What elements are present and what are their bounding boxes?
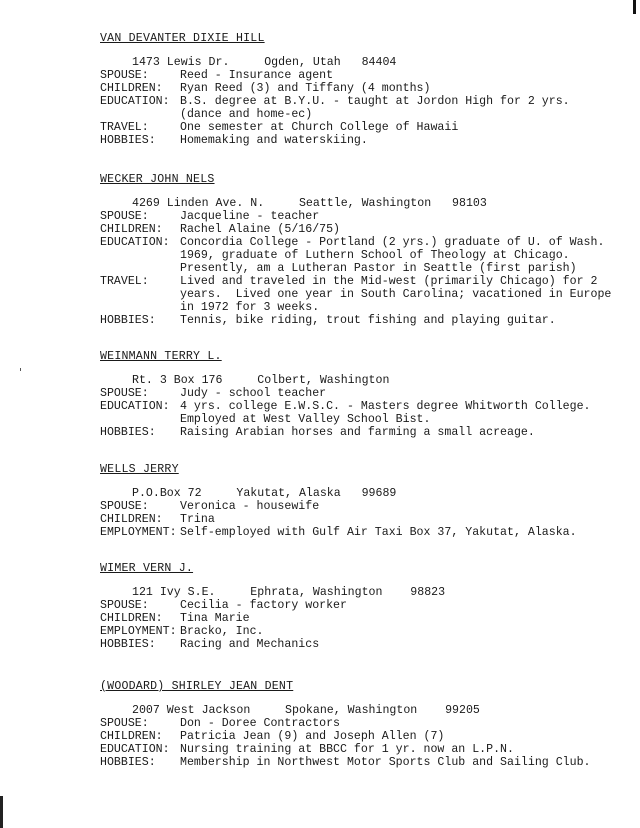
entry-field <box>100 638 600 651</box>
entry-field <box>100 599 600 612</box>
scan-mark <box>0 796 3 828</box>
field-value-line: Homemaking and waterskiing. <box>180 134 368 147</box>
entry-field <box>100 743 600 756</box>
entry <box>100 562 600 651</box>
field-label: HOBBIES: <box>100 314 156 327</box>
field-value <box>180 210 600 223</box>
field-value <box>180 121 600 134</box>
field-value-line: Employed at West Valley School Bist. <box>180 413 431 426</box>
field-value <box>180 275 611 314</box>
field-label: CHILDREN: <box>100 612 163 625</box>
entry-field <box>100 717 600 730</box>
entry-address: Rt. 3 Box 176 Colbert, Washington <box>132 374 390 387</box>
field-value-line: Concordia College - Portland (2 yrs.) graduate of U. of Wash. <box>180 236 605 249</box>
field-value-line: One semester at Church College of Hawaii <box>180 121 459 134</box>
field-value <box>180 95 600 121</box>
field-value-line: Bracko, Inc. <box>180 625 264 638</box>
entry-name: WIMER VERN J. <box>100 562 194 575</box>
field-value-line: Raising Arabian horses and farming a small acreage. <box>180 426 535 439</box>
entry-field <box>100 95 600 121</box>
entry-field <box>100 82 600 95</box>
entry <box>100 32 600 147</box>
field-label: TRAVEL: <box>100 275 149 288</box>
field-value-line: Self-employed with Gulf Air Taxi Box 37, Yakutat, Alaska. <box>180 526 577 539</box>
entry-field <box>100 314 600 327</box>
entry-name: WEINMANN TERRY L. <box>100 350 222 363</box>
field-value <box>180 743 600 756</box>
entry-field <box>100 513 600 526</box>
entry-field <box>100 756 600 769</box>
field-value-line: in 1972 for 3 weeks. <box>180 301 320 314</box>
field-value <box>180 426 600 439</box>
field-value <box>180 82 600 95</box>
field-value <box>180 236 604 275</box>
entry-field <box>100 121 600 134</box>
field-value <box>180 513 600 526</box>
scan-mark <box>633 0 636 14</box>
field-value <box>180 756 600 769</box>
entry-field <box>100 275 612 314</box>
entry-field <box>100 426 600 439</box>
field-value-line: Rachel Alaine (5/16/75) <box>180 223 341 236</box>
field-label: EDUCATION: <box>100 743 170 756</box>
field-value <box>180 625 600 638</box>
field-label: HOBBIES: <box>100 638 156 651</box>
entry-field <box>100 612 600 625</box>
field-value <box>180 387 600 400</box>
field-value-line: B.S. degree at B.Y.U. - taught at Jordon High for 2 yrs. <box>180 95 570 108</box>
field-value-line: (dance and home-ec) <box>180 108 313 121</box>
entry <box>100 173 612 327</box>
field-value-line: Lived and traveled in the Mid-west (primarily Chicago) for 2 <box>180 275 598 288</box>
field-label: HOBBIES: <box>100 426 156 439</box>
field-value <box>180 223 600 236</box>
field-value <box>180 400 600 426</box>
scan-speck <box>20 368 21 371</box>
field-value-line: Patricia Jean (9) and Joseph Allen (7) <box>180 730 445 743</box>
field-value <box>180 314 600 327</box>
field-label: SPOUSE: <box>100 387 149 400</box>
field-value-line: Cecilia - factory worker <box>180 599 347 612</box>
field-value-line: Veronica - housewife <box>180 500 320 513</box>
entry-field <box>100 69 600 82</box>
entry-field <box>100 236 605 275</box>
entry <box>100 350 600 439</box>
entry-field <box>100 526 600 539</box>
field-value-line: Racing and Mechanics <box>180 638 320 651</box>
entry <box>100 463 600 539</box>
field-value <box>180 526 600 539</box>
field-value-line: Reed - Insurance agent <box>180 69 334 82</box>
entry-address: P.O.Box 72 Yakutat, Alaska 99689 <box>132 487 397 500</box>
field-label: EMPLOYMENT: <box>100 625 177 638</box>
entry-field <box>100 210 600 223</box>
entry-address: 4269 Linden Ave. N. Seattle, Washington 98103 <box>132 197 487 210</box>
field-value <box>180 69 600 82</box>
field-value-line: Jacqueline - teacher <box>180 210 320 223</box>
field-label: EDUCATION: <box>100 236 170 249</box>
field-label: EMPLOYMENT: <box>100 526 177 539</box>
field-label: TRAVEL: <box>100 121 149 134</box>
field-label: CHILDREN: <box>100 82 163 95</box>
field-label: SPOUSE: <box>100 210 149 223</box>
entry-field <box>100 730 600 743</box>
entry-field <box>100 387 600 400</box>
field-value-line: Judy - school teacher <box>180 387 327 400</box>
field-label: SPOUSE: <box>100 717 149 730</box>
entry-name: (WOODARD) SHIRLEY JEAN DENT <box>100 680 294 693</box>
entry-name: VAN DEVANTER DIXIE HILL <box>100 32 265 45</box>
field-value-line: Trina <box>180 513 215 526</box>
field-value <box>180 500 600 513</box>
field-value-line: Don - Doree Contractors <box>180 717 341 730</box>
field-label: HOBBIES: <box>100 756 156 769</box>
entry-name: WELLS JERRY <box>100 463 179 476</box>
entry-field <box>100 223 600 236</box>
field-value-line: Nursing training at BBCC for 1 yr. now an L.P.N. <box>180 743 514 756</box>
field-label: CHILDREN: <box>100 513 163 526</box>
field-label: SPOUSE: <box>100 599 149 612</box>
field-label: CHILDREN: <box>100 223 163 236</box>
field-value <box>180 638 600 651</box>
field-value <box>180 134 600 147</box>
field-label: CHILDREN: <box>100 730 163 743</box>
field-value-line: 4 yrs. college E.W.S.C. - Masters degree Whitworth College. <box>180 400 591 413</box>
field-label: EDUCATION: <box>100 95 170 108</box>
entry-field <box>100 400 600 426</box>
field-value-line: 1969, graduate of Luthern School of Theology at Chicago. <box>180 249 570 262</box>
field-value-line: Tina Marie <box>180 612 250 625</box>
entry-field <box>100 625 600 638</box>
entry-address: 121 Ivy S.E. Ephrata, Washington 98823 <box>132 586 446 599</box>
entry-name: WECKER JOHN NELS <box>100 173 215 186</box>
field-value <box>180 730 600 743</box>
field-value <box>180 612 600 625</box>
field-value-line: Ryan Reed (3) and Tiffany (4 months) <box>180 82 431 95</box>
field-value-line: Tennis, bike riding, trout fishing and playing guitar. <box>180 314 556 327</box>
entry-address: 2007 West Jackson Spokane, Washington 99205 <box>132 704 480 717</box>
field-label: SPOUSE: <box>100 500 149 513</box>
field-value <box>180 717 600 730</box>
field-label: EDUCATION: <box>100 400 170 413</box>
entry <box>100 680 600 769</box>
field-value-line: years. Lived one year in South Carolina; vacationed in Europe <box>180 288 612 301</box>
field-value-line: Presently, am a Lutheran Pastor in Seattle (first parish) <box>180 262 577 275</box>
field-value-line: Membership in Northwest Motor Sports Club and Sailing Club. <box>180 756 591 769</box>
field-label: SPOUSE: <box>100 69 149 82</box>
field-value <box>180 599 600 612</box>
entry-field <box>100 134 600 147</box>
entry-address: 1473 Lewis Dr. Ogden, Utah 84404 <box>132 56 397 69</box>
field-label: HOBBIES: <box>100 134 156 147</box>
entry-field <box>100 500 600 513</box>
